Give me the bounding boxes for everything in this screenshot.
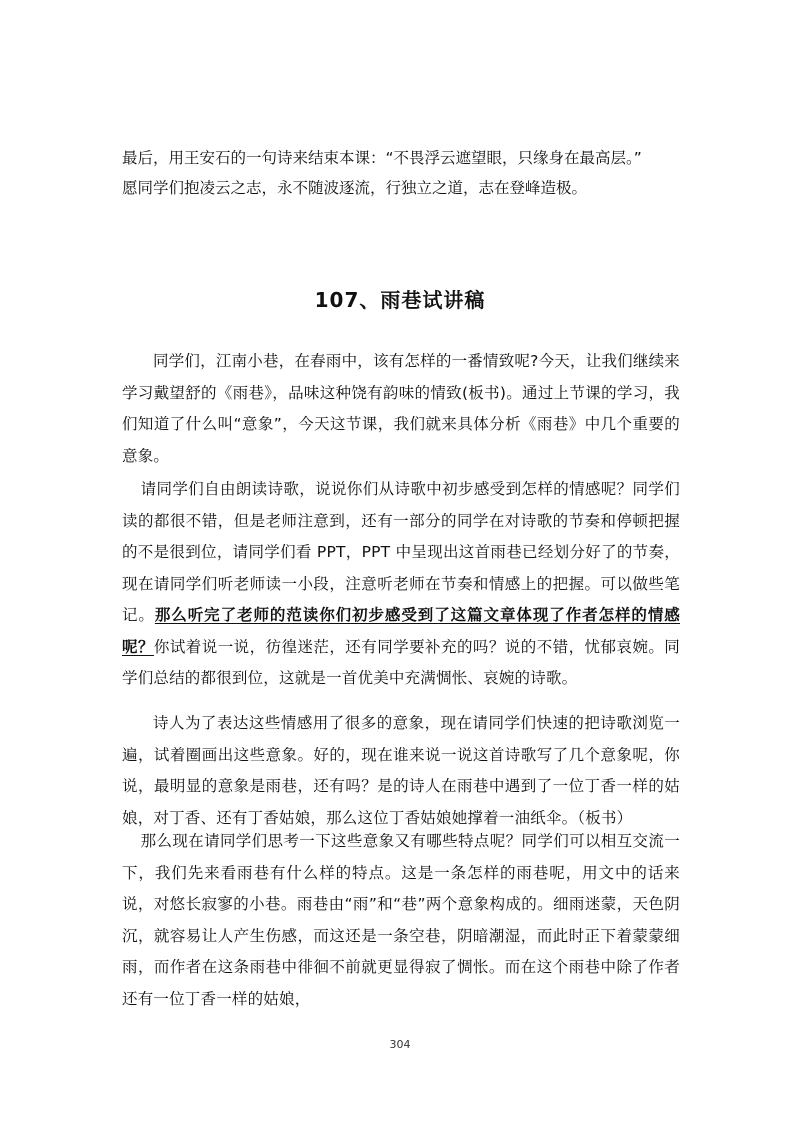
closing-remarks bbox=[122, 143, 702, 203]
section-heading: 107、雨巷试讲稿 bbox=[314, 288, 486, 312]
closing-line-1: 最后，用王安石的一句诗来结束本课：“不畏浮云遮望眼，只缘身在最高层。” bbox=[122, 149, 642, 167]
paragraph-imagery: 诗人为了表达这些情感用了很多的意象，现在请同学们快速的把诗歌浏览一遍，试着圈画出这些意象。好的，现在谁来说一说这首诗歌写了几个意象呢，你说，最明显的意象是雨巷，还有吗？是的诗人在雨巷中遇到了一位丁香一样的姑娘，对丁香、还有丁香姑娘，那么这位丁香姑娘她撑着一油纸伞。（板书） bbox=[122, 714, 680, 827]
paragraph-reading-answer: 你试着说一说，彷徨迷茫，还有同学要补充的吗？说的不错，忧郁哀婉。同学们总结的都很到位，这就是一首优美中充满惆怅、哀婉的诗歌。 bbox=[122, 637, 680, 687]
paragraph-reading-text: 请同学们自由朗读诗歌，说说你们从诗歌中初步感受到怎样的情感呢？同学们读的都很不错，但是老师注意到，还有一部分的同学在对诗歌的节奏和停顿把握的不是很到位，请同学们看 PPT，PPT 中呈现出这首雨巷已经划分好了的节奏，现在请同学们听老师读一小段，注意听老师在节奏和情感上的把握。可以做些笔记。 bbox=[122, 480, 680, 624]
closing-line-2: 愿同学们抱凌云之志，永不随波逐流，行独立之道，志在登峰造极。 bbox=[122, 179, 588, 197]
paragraph-imagery-features: 那么现在请同学们思考一下这些意象又有哪些特点呢？同学们可以相互交流一下，我们先来看雨巷有什么样的特点。这是一条怎样的雨巷呢，用文中的话来说，对悠长寂寥的小巷。雨巷由“雨”和“巷”两个意象构成的。细雨迷蒙，天色阴沉，就容易让人产生伤感，而这还是一条空巷，阴暗潮湿，而此时正下着蒙蒙细雨，而作者在这条雨巷中徘徊不前就更显得寂了惆怅。而在这个雨巷中除了作者还有一位丁香一样的姑娘， bbox=[122, 832, 680, 1008]
paragraph-reading bbox=[122, 474, 680, 695]
paragraph-intro: 同学们，江南小巷，在春雨中，该有怎样的一番情致呢?今天，让我们继续来学习戴望舒的《雨巷》，品味这种饶有韵味的情致(板书)。通过上节课的学习，我们知道了什么叫“意象”，今天这节课，我们就来具体分析《雨巷》中几个重要的意象。 bbox=[122, 352, 680, 465]
emphasized-question: 那么听完了老师的范读你们初步感受到了这篇文章体现了作者怎样的情感呢？ bbox=[122, 606, 680, 656]
page-number: 304 bbox=[389, 1038, 411, 1051]
